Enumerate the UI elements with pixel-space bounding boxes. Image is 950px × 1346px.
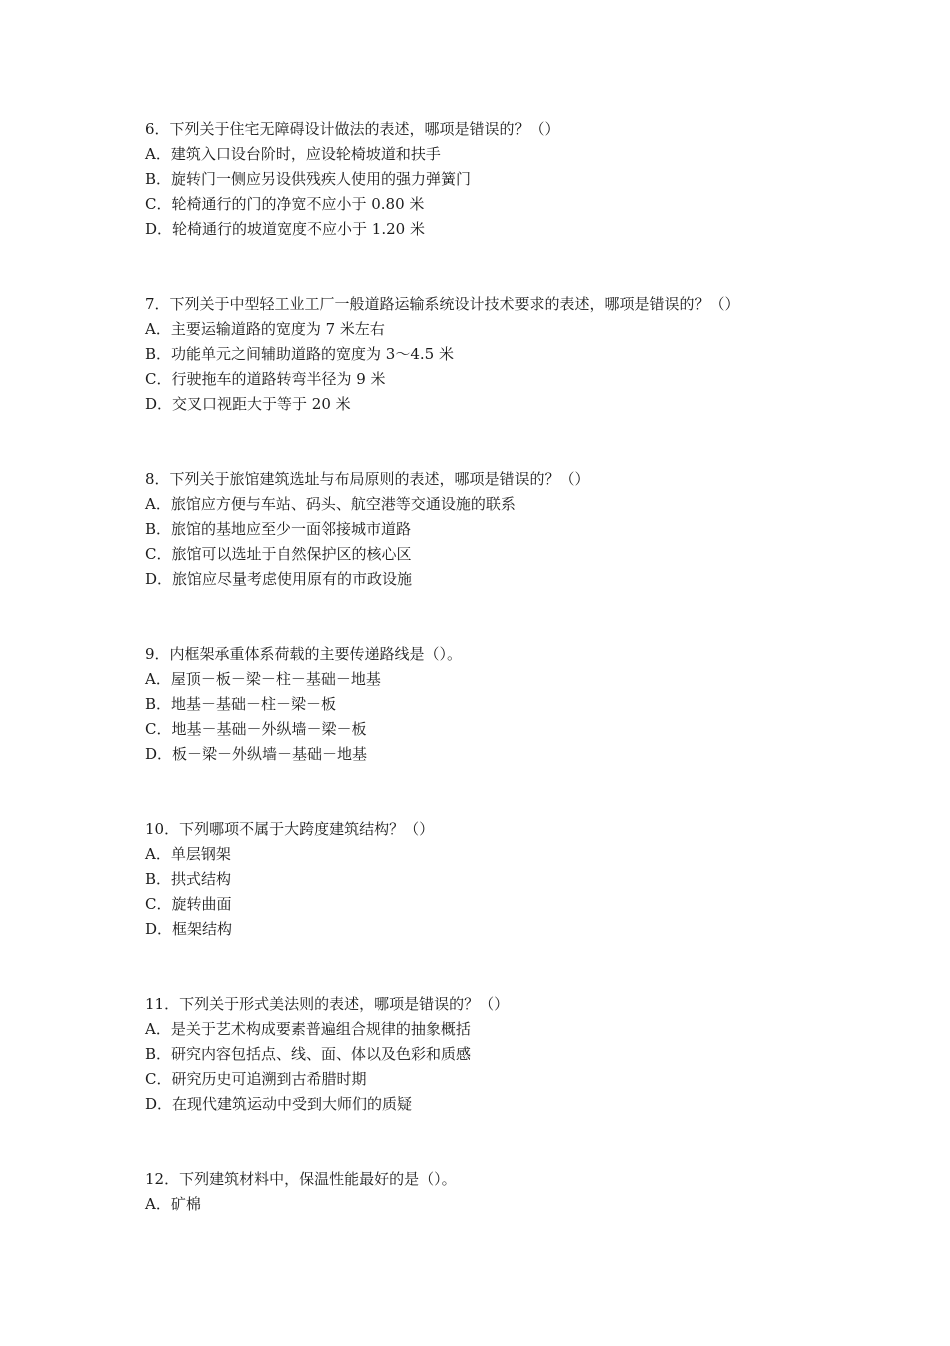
option-c: C．轮椅通行的门的净宽不应小于 0.80 米	[145, 195, 425, 213]
option-d: D．旅馆应尽量考虑使用原有的市政设施	[145, 570, 413, 588]
option-b: B．拱式结构	[145, 870, 232, 888]
option-c: C．旅馆可以选址于自然保护区的核心区	[145, 545, 412, 563]
option-b: B．旋转门一侧应另设供残疾人使用的强力弹簧门	[145, 170, 472, 188]
option-a: A．屋顶－板－梁－柱－基础－地基	[145, 670, 381, 688]
option-b: B．功能单元之间辅助道路的宽度为 3～4.5 米	[145, 345, 454, 363]
question-12	[145, 1167, 845, 1217]
question-stem: 11．下列关于形式美法则的表述，哪项是错误的？（）	[145, 995, 510, 1013]
option-b: B．地基－基础－柱－梁－板	[145, 695, 337, 713]
question-stem: 12．下列建筑材料中，保温性能最好的是（）。	[145, 1170, 457, 1188]
option-b: B．旅馆的基地应至少一面邻接城市道路	[145, 520, 412, 538]
option-c: C．地基－基础－外纵墙－梁－板	[145, 720, 367, 738]
question-8	[145, 467, 845, 592]
option-c: C．旋转曲面	[145, 895, 232, 913]
option-a: A．是关于艺术构成要素普遍组合规律的抽象概括	[145, 1020, 471, 1038]
option-c: C．研究历史可追溯到古希腊时期	[145, 1070, 367, 1088]
question-10	[145, 817, 845, 942]
question-stem: 7．下列关于中型轻工业工厂一般道路运输系统设计技术要求的表述，哪项是错误的？（）	[145, 295, 740, 313]
option-d: D．交叉口视距大于等于 20 米	[145, 395, 351, 413]
option-a: A．建筑入口设台阶时，应设轮椅坡道和扶手	[145, 145, 441, 163]
option-d: D．轮椅通行的坡道宽度不应小于 1.20 米	[145, 220, 425, 238]
option-a: A．主要运输道路的宽度为 7 米左右	[145, 320, 385, 338]
option-d: D．板－梁－外纵墙－基础－地基	[145, 745, 368, 763]
option-a: A．单层钢架	[145, 845, 231, 863]
option-d: D．框架结构	[145, 920, 233, 938]
question-stem: 10．下列哪项不属于大跨度建筑结构？（）	[145, 820, 435, 838]
question-6	[145, 117, 845, 242]
option-d: D．在现代建筑运动中受到大师们的质疑	[145, 1095, 413, 1113]
question-9	[145, 642, 845, 767]
question-stem: 8．下列关于旅馆建筑选址与布局原则的表述，哪项是错误的？（）	[145, 470, 590, 488]
option-c: C．行驶拖车的道路转弯半径为 9 米	[145, 370, 386, 388]
option-a: A．矿棉	[145, 1195, 201, 1213]
option-a: A．旅馆应方便与车站、码头、航空港等交通设施的联系	[145, 495, 516, 513]
question-stem: 6．下列关于住宅无障碍设计做法的表述，哪项是错误的？（）	[145, 120, 560, 138]
question-11	[145, 992, 845, 1117]
question-7	[145, 292, 845, 417]
option-b: B．研究内容包括点、线、面、体以及色彩和质感	[145, 1045, 472, 1063]
question-stem: 9．内框架承重体系荷载的主要传递路线是（）。	[145, 645, 463, 663]
